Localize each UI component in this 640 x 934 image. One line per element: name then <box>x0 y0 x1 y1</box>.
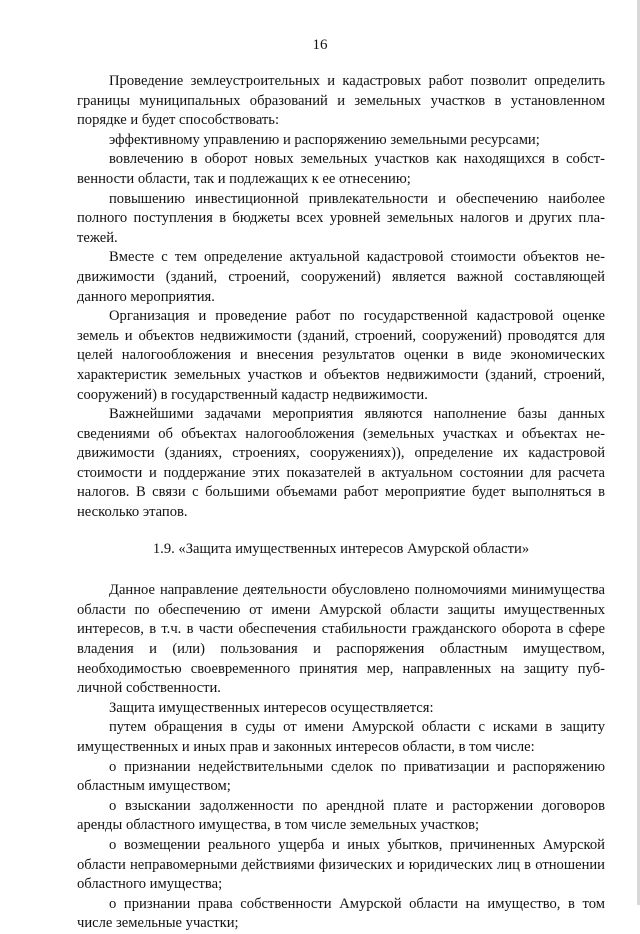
paragraph: эффективному управлению и распоряжению земельными ресурсами; <box>109 131 540 148</box>
page-number: 16 <box>312 37 328 53</box>
paragraph: о взыскании задолженности по арендной плате и расторжении договоров аренды областного имущества, в том числе земельных участков; <box>77 797 605 834</box>
paragraph: Защита имущественных интересов осуществляется: <box>109 699 434 716</box>
paragraph: о возмещении реального ущерба и иных убытков, причиненных Амурской области неправомерными действиями физических и юридических лиц в отношении областного имущества; <box>77 836 605 893</box>
section-heading: 1.9. «Защита имущественных интересов Амурской области» <box>152 540 530 557</box>
paragraph: путем обращения в суды от имени Амурской области с исками в защиту имущественных и иных прав и законных интересов области, в том числе: <box>77 719 605 755</box>
page-body <box>77 72 605 934</box>
paragraph: повышению инвестиционной привлекательности и обеспечению наиболее полного поступления в бюджеты всех уровней земельных налогов и других платежей. <box>77 190 605 246</box>
paragraph: вовлечению в оборот новых земельных участков как находящихся в собственности области, так и подлежащих к ее отнесению; <box>77 151 605 187</box>
paragraph: Проведение землеустроительных и кадастровых работ позволит определить границы муниципальных образований и земельных участков в установленном порядке и будет способствовать: <box>77 73 605 129</box>
paragraph: Вместе с тем определение актуальной кадастровой стоимости объектов недвижимости (зданий, строений, сооружений) является важной составляющей данного мероприятия. <box>77 249 605 305</box>
paragraph: о признании недействительными сделок по приватизации и распоряжению областным имуществом; <box>77 758 605 795</box>
paragraph: Организация и проведение работ по государственной кадастровой оценке земель и объектов недвижимости (зданий, строений, сооружений) проводятся для целей налогообложения и внесения результатов оценки в виде экономических характеристик земельных участков и объектов недвижимости (зданий, строений, сооружений) в государственный кадастр недвижимости. <box>77 308 605 403</box>
paragraph: о признании права собственности Амурской области на имущество, в том числе земельные участки; <box>77 895 605 932</box>
paragraph: Важнейшими задачами мероприятия являются наполнение базы данных сведениями об объектах налогообложения (земельных участках и объектах недвижимости (зданиях, строениях, сооружениях)), определение их кадастровой стоимости и поддержание этих показателей в актуальном состоянии для расчета налогов. В связи с большими объемами работ мероприятие будет выполняться в несколько этапов. <box>77 406 605 521</box>
paragraph: Данное направление деятельности обусловлено полномочиями минимущества области по обеспечению от имени Амурской области защиты имущественных интересов, в т.ч. в части обеспечения стабильности гражданского оборота в сфере владения и (или) пользования и распоряжения областным имуществом, необходимостью своевременного принятия мер, направленных на защиту публичной собственности. <box>77 582 605 697</box>
